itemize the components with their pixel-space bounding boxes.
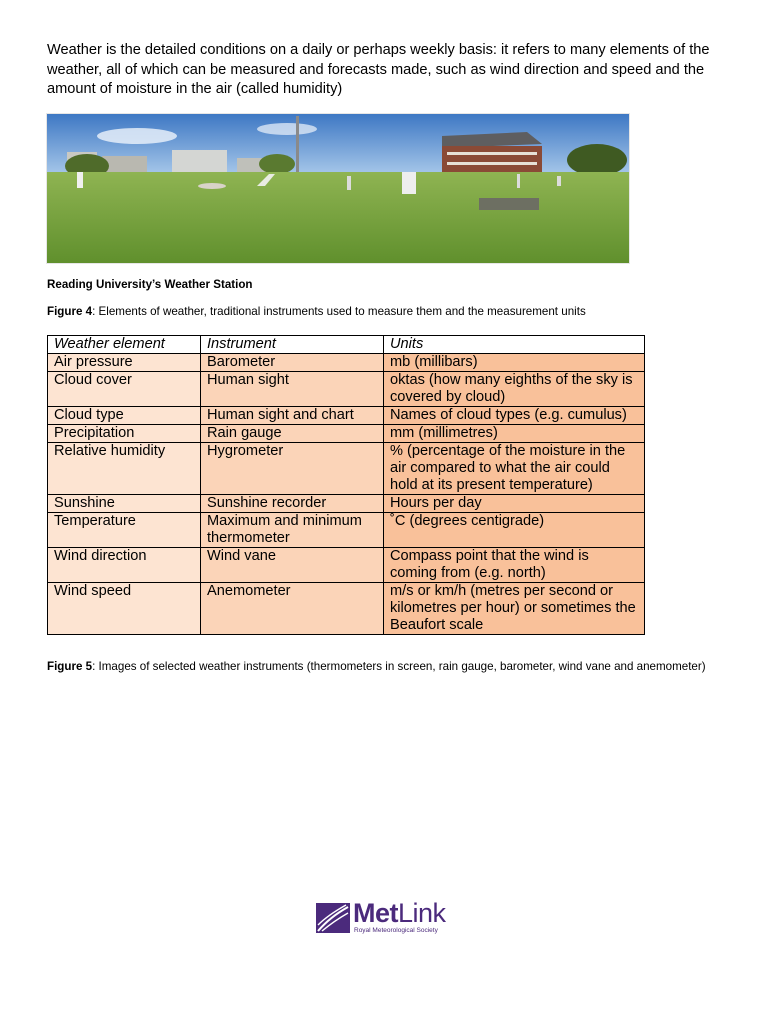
figure-5-label: Figure 5 — [47, 660, 93, 673]
cell-element: Wind speed — [48, 583, 201, 635]
table-row — [48, 372, 645, 407]
metlink-logo-icon — [316, 903, 350, 933]
cell-instrument: Hygrometer — [201, 443, 384, 495]
photo-caption: Reading University’s Weather Station — [47, 278, 253, 291]
cell-element: Cloud type — [48, 407, 201, 425]
weather-station-photo — [46, 113, 630, 264]
cell-units: mm (millimetres) — [384, 425, 645, 443]
cell-units: Names of cloud types (e.g. cumulus) — [384, 407, 645, 425]
figure-4-label: Figure 4 — [47, 305, 93, 318]
intro-paragraph: Weather is the detailed conditions on a daily or perhaps weekly basis: it refers to many elements of the weather, all of which can be measured and forecasts made, such as wind direction and speed and the amount of moisture in the air (called humidity) — [47, 42, 710, 97]
logo-name-met: Met — [353, 898, 398, 928]
cell-element: Temperature — [48, 513, 201, 548]
cell-element: Cloud cover — [48, 372, 201, 407]
cell-units: oktas (how many eighths of the sky is covered by cloud) — [384, 372, 645, 407]
table-row — [48, 583, 645, 635]
cell-element: Relative humidity — [48, 443, 201, 495]
cell-instrument: Human sight — [201, 372, 384, 407]
weather-elements-table — [47, 335, 645, 635]
cell-element: Sunshine — [48, 495, 201, 513]
cell-element: Wind direction — [48, 548, 201, 583]
metlink-wordmark — [353, 898, 446, 928]
cell-units: m/s or km/h (metres per second or kilometres per hour) or sometimes the Beaufort scale — [384, 583, 645, 635]
cell-units: Compass point that the wind is coming from (e.g. north) — [384, 548, 645, 583]
table-row — [48, 443, 645, 495]
logo-subtitle: Royal Meteorological Society — [354, 927, 438, 934]
figure-4-caption — [47, 305, 727, 318]
header-units: Units — [384, 336, 645, 354]
figure-4-text: : Elements of weather, traditional instruments used to measure them and the measurement units — [92, 305, 586, 318]
weather-station-panorama — [47, 114, 630, 264]
table-row — [48, 407, 645, 425]
table-header-row — [48, 336, 645, 354]
cell-instrument: Anemometer — [201, 583, 384, 635]
table-row — [48, 354, 645, 372]
header-instrument: Instrument — [201, 336, 384, 354]
figure-5-text: : Images of selected weather instruments (thermometers in screen, rain gauge, barometer, wind vane and anemometer) — [92, 660, 706, 673]
cell-instrument: Sunshine recorder — [201, 495, 384, 513]
table-row — [48, 513, 645, 548]
cell-instrument: Maximum and minimum thermometer — [201, 513, 384, 548]
metlink-logo — [316, 900, 466, 940]
cell-units: % (percentage of the moisture in the air compared to what the air could hold at its present temperature) — [384, 443, 645, 495]
header-weather-element: Weather element — [48, 336, 201, 354]
cell-element: Air pressure — [48, 354, 201, 372]
cell-instrument: Rain gauge — [201, 425, 384, 443]
cell-units: Hours per day — [384, 495, 645, 513]
logo-name-link: Link — [398, 898, 446, 928]
table-row — [48, 425, 645, 443]
cell-instrument: Wind vane — [201, 548, 384, 583]
cell-units: ˚C (degrees centigrade) — [384, 513, 645, 548]
table-row — [48, 495, 645, 513]
cell-units: mb (millibars) — [384, 354, 645, 372]
cell-instrument: Human sight and chart — [201, 407, 384, 425]
table-row — [48, 548, 645, 583]
cell-instrument: Barometer — [201, 354, 384, 372]
cell-element: Precipitation — [48, 425, 201, 443]
figure-5-caption — [47, 659, 727, 676]
